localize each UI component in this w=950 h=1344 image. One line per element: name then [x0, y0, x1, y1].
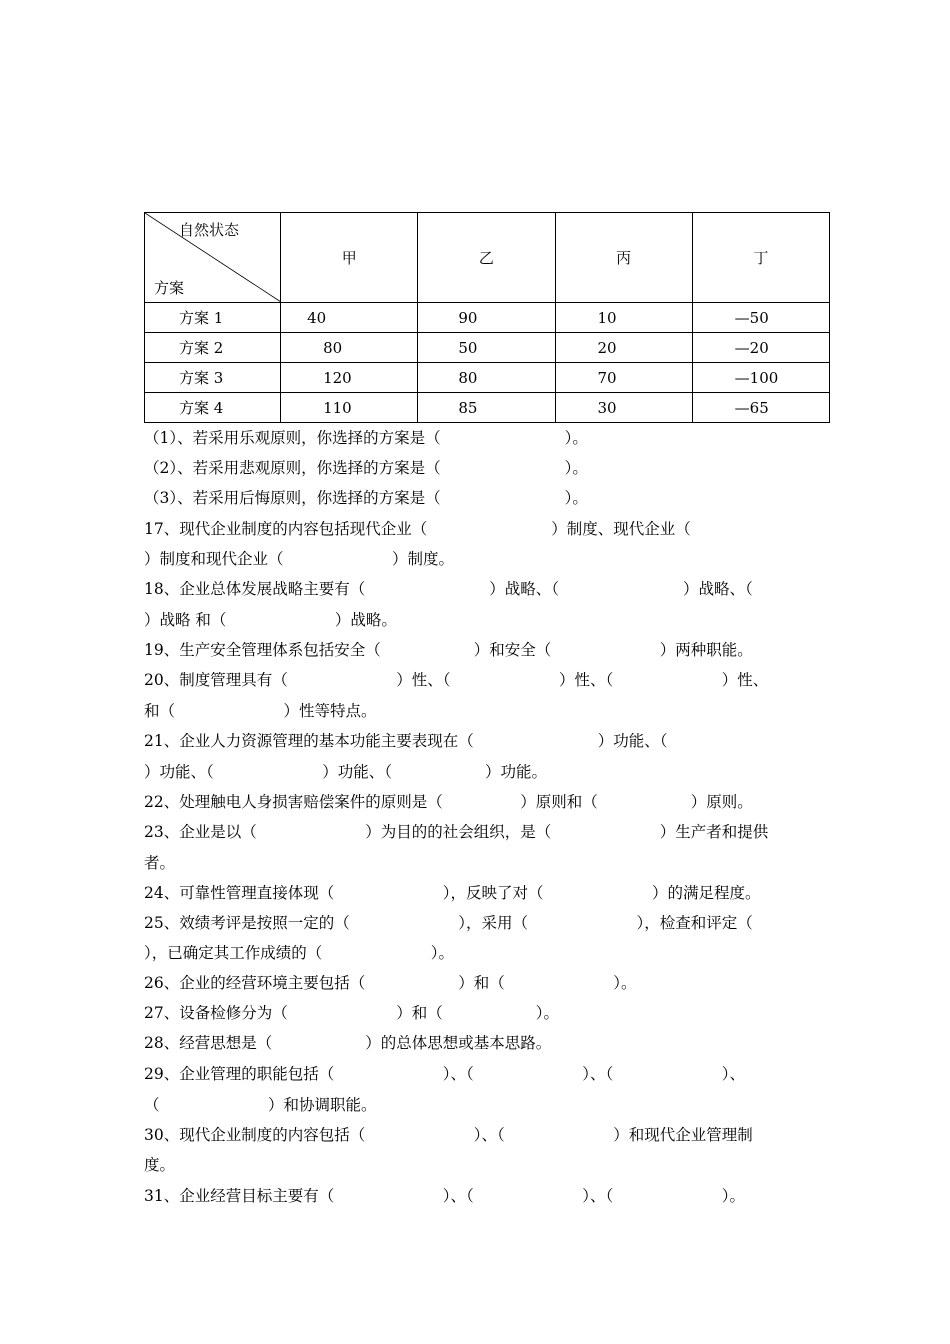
column-header: 乙	[418, 213, 555, 303]
question-line: 25、效绩考评是按照一定的（ ），采用（ ），检查和评定（	[144, 914, 753, 932]
table-cell: 30	[555, 393, 692, 423]
question-line: 20、制度管理具有（ ）性、（ ）性、（ ）性、	[144, 671, 769, 689]
table-cell: 85	[418, 393, 555, 423]
column-header: 丁	[692, 213, 829, 303]
question-line: 19、生产安全管理体系包括安全（ ）和安全（ ）两种职能。	[144, 641, 753, 659]
table-cell: 80	[418, 363, 555, 393]
table-cell: 40	[281, 303, 418, 333]
table-cell: 20	[555, 333, 692, 363]
question-line: 22、处理触电人身损害赔偿案件的原则是（ ）原则和（ ）原则。	[144, 793, 753, 811]
table-cell: 50	[418, 333, 555, 363]
table-cell: —50	[692, 303, 829, 333]
corner-header-state: 自然状态	[179, 221, 240, 239]
table-row	[145, 393, 830, 423]
question-line: 和（ ）性等特点。	[144, 702, 377, 720]
table-header-row	[145, 213, 830, 303]
column-header: 甲	[281, 213, 418, 303]
question-line: （ ）和协调职能。	[144, 1096, 377, 1114]
question-line: 29、企业管理的职能包括（ ）、（ ）、（ ）、	[144, 1065, 745, 1083]
row-label: 方案 2	[145, 333, 281, 363]
question-line: 26、企业的经营环境主要包括（ ）和（ ）。	[144, 974, 637, 992]
row-label: 方案 3	[145, 363, 281, 393]
corner-header-plan: 方案	[154, 279, 185, 297]
table-row	[145, 303, 830, 333]
question-line: ）功能、（ ）功能、（ ）功能。	[144, 763, 548, 781]
question-line: （1）、若采用乐观原则，你选择的方案是（ ）。	[144, 429, 588, 447]
table-cell: —65	[692, 393, 829, 423]
question-line: ）制度和现代企业（ ）制度。	[144, 550, 455, 568]
question-line: （3）、若采用后悔原则，你选择的方案是（ ）。	[144, 489, 588, 507]
table-cell: 80	[281, 333, 418, 363]
decision-table	[144, 212, 830, 423]
column-header: 丙	[555, 213, 692, 303]
row-label: 方案 1	[145, 303, 281, 333]
question-line: 28、经营思想是（ ）的总体思想或基本思路。	[144, 1034, 552, 1052]
table-cell: 110	[281, 393, 418, 423]
table-row	[145, 363, 830, 393]
question-line: 17、现代企业制度的内容包括现代企业（ ）制度、现代企业（	[144, 520, 691, 538]
question-line: 18、企业总体发展战略主要有（ ）战略、（ ）战略、（	[144, 580, 753, 598]
question-line: 度。	[144, 1156, 176, 1174]
table-corner-cell	[145, 213, 281, 303]
question-line: ），已确定其工作成绩的（ ）。	[144, 944, 455, 962]
table-cell: 10	[555, 303, 692, 333]
table-cell: —100	[692, 363, 829, 393]
question-line: 21、企业人力资源管理的基本功能主要表现在（ ）功能、（	[144, 732, 668, 750]
question-line: 23、企业是以（ ）为目的的社会组织，是（ ）生产者和提供	[144, 823, 769, 841]
table-cell: 120	[281, 363, 418, 393]
table-cell: —20	[692, 333, 829, 363]
table-cell: 90	[418, 303, 555, 333]
question-line: ）战略 和（ ）战略。	[144, 611, 397, 629]
question-line: 27、设备检修分为（ ）和（ ）。	[144, 1004, 559, 1022]
table-cell: 70	[555, 363, 692, 393]
question-line: 24、可靠性管理直接体现（ ），反映了对（ ）的满足程度。	[144, 884, 761, 902]
question-line: 者。	[144, 854, 176, 872]
question-line: 30、现代企业制度的内容包括（ ）、（ ）和现代企业管理制	[144, 1126, 753, 1144]
question-line: 31、企业经营目标主要有（ ）、（ ）、（ ）。	[144, 1187, 745, 1205]
row-label: 方案 4	[145, 393, 281, 423]
question-line: （2）、若采用悲观原则，你选择的方案是（ ）。	[144, 459, 588, 477]
table-row	[145, 333, 830, 363]
